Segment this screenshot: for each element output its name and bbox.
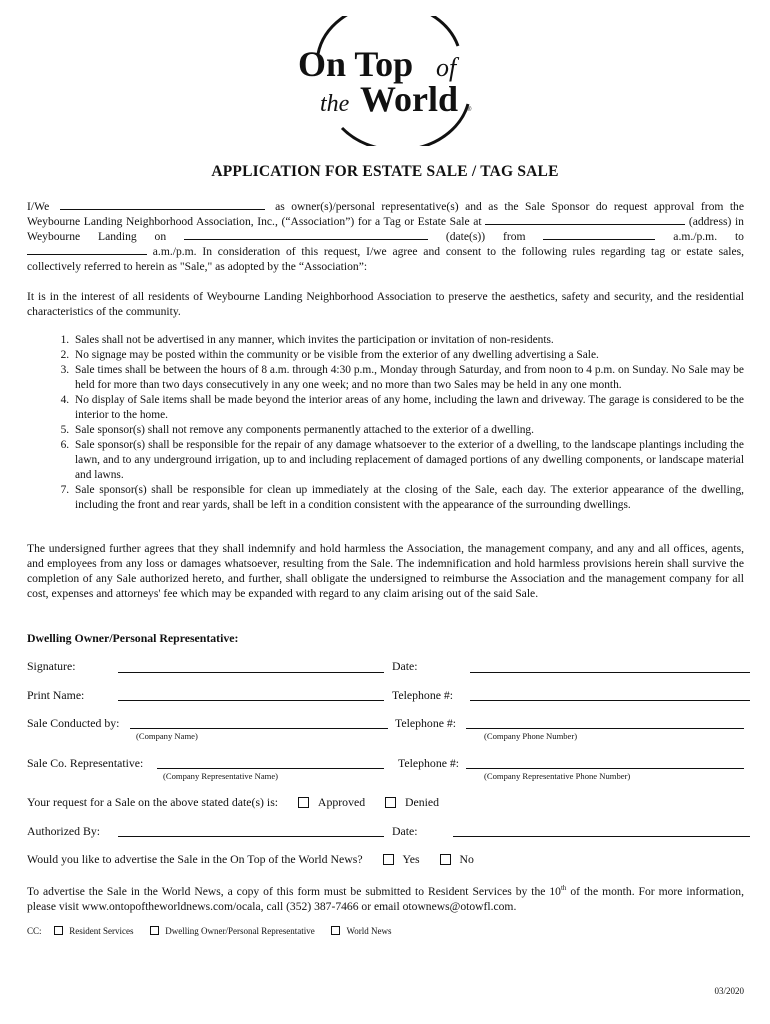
authorized-date-label: Date: xyxy=(392,824,418,838)
otow-logo xyxy=(290,16,490,146)
cc-world-news-checkbox[interactable] xyxy=(331,926,340,935)
rep-telephone-label: Telephone #: xyxy=(398,756,460,770)
sale-rules-list xyxy=(27,333,744,513)
company-name-sublabel: (Company Name) xyxy=(136,731,198,741)
advertise-info-a: To advertise the Sale in the World News, a copy of this form must be submitted to Resident Services by the 10 xyxy=(27,884,561,898)
sale-conducted-label: Sale Conducted by: xyxy=(27,716,120,730)
rule-item: 7. Sale sponsor(s) shall be responsible for clean up immediately at the closing of the Sale, each day. The exterior appearance of the dwelling, including the front and rear yards, shall be left in a condition consistent with the appearance of the surrounding dwellings. xyxy=(72,483,744,513)
intro-text-6: a.m./p.m. In consideration of this request, I/we agree and consent to the following rules regarding tag or estate sales, collectively referred to herein as "Sale," as adopted by the “Association”: xyxy=(27,245,745,273)
start-time-blank[interactable] xyxy=(543,229,655,240)
company-telephone-label: Telephone #: xyxy=(395,716,457,730)
cc-resident-services-checkbox[interactable] xyxy=(54,926,63,935)
end-time-blank[interactable] xyxy=(27,244,147,255)
indemnity-paragraph: The undersigned further agrees that they shall indemnify and hold harmless the Association, the management company, and any and all offices, agents, and employees from any loss or damages whatsoever, resulting from the Sale. The indemnification and hold harmless provisions herein shall survive the completion of any Sale authorized hereto, and further, shall obligate the undersigned to reimburse the Association and the management company for all cost, expenses and attorneys' fee which may be expanded with regard to any claim arising out of the said Sale. xyxy=(27,542,744,600)
logo-line1: On Top xyxy=(298,44,414,84)
intro-text-3: (address) in Weybourne Landing on xyxy=(27,215,744,243)
advertise-no-checkbox[interactable] xyxy=(440,854,451,865)
advertise-no-label: No xyxy=(459,852,474,866)
advertise-row xyxy=(27,852,474,867)
rule-item: 3. Sale times shall be between the hours of 8 a.m. through 4:30 p.m., Monday through Saturday, and from noon to 4 p.m. on Sunday. No Sale may be held for more than two days consecutively in any one week; and no more than two Sales may be held in any one month. xyxy=(72,363,744,393)
rep-phone-sublabel: (Company Representative Phone Number) xyxy=(484,771,631,781)
logo-line2-script: the xyxy=(320,91,350,117)
print-name-label: Print Name: xyxy=(27,688,85,702)
authorized-date-line[interactable] xyxy=(453,836,750,837)
company-name-line[interactable] xyxy=(130,728,388,729)
advertise-info-sup: th xyxy=(560,884,567,892)
sale-rep-label: Sale Co. Representative: xyxy=(27,756,144,770)
intro-paragraph xyxy=(27,199,744,274)
cc-resident-services-label: Resident Services xyxy=(69,926,134,936)
sale-address-blank[interactable] xyxy=(485,214,685,225)
logo-trademark: ® xyxy=(467,107,472,113)
intro-text-2: as owner(s)/personal representative(s) and as the Sale Sponsor do request approval from the Weybourne Landing Neighborhood Association, Inc., (“Association”) for a Tag or Estate Sale at xyxy=(27,200,744,228)
form-revision-date: 03/2020 xyxy=(714,986,744,996)
cc-label: CC: xyxy=(27,926,42,936)
intro-text-5: a.m./p.m. to xyxy=(673,230,744,243)
cc-owner-checkbox[interactable] xyxy=(150,926,159,935)
telephone-label: Telephone #: xyxy=(392,688,454,702)
signature-label: Signature: xyxy=(27,659,76,673)
telephone-line[interactable] xyxy=(470,700,750,701)
rule-item: 5. Sale sponsor(s) shall not remove any components permanently attached to the exterior of a dwelling. xyxy=(72,423,744,438)
form-title: APPLICATION FOR ESTATE SALE / TAG SALE xyxy=(211,163,559,180)
intro-iwe: I/We xyxy=(27,200,50,213)
rule-item: 4. No display of Sale items shall be made beyond the interior areas of any home, including the lawn and driveway. The garage is considered to be the interior to the home. xyxy=(72,393,744,423)
logo-graphic xyxy=(290,16,490,146)
approved-label: Approved xyxy=(317,795,366,809)
authorized-by-label: Authorized By: xyxy=(27,824,101,838)
cc-owner-label: Dwelling Owner/Personal Representative xyxy=(165,926,315,936)
print-name-line[interactable] xyxy=(118,700,384,701)
purpose-paragraph: It is in the interest of all residents of Weybourne Landing Neighborhood Association to preserve the aesthetics, safety and security, and the residential characteristics of the community. xyxy=(27,290,744,318)
rule-item: 1. Sales shall not be advertised in any manner, which invites the participation or invitation of non-residents. xyxy=(72,333,744,348)
rule-item: 2. No signage may be posted within the community or be visible from the exterior of any dwelling advertising a Sale. xyxy=(72,348,744,363)
owner-section-heading: Dwelling Owner/Personal Representative: xyxy=(27,631,239,645)
sale-dates-blank[interactable] xyxy=(184,229,428,240)
rep-name-sublabel: (Company Representative Name) xyxy=(163,771,279,781)
cc-world-news-label: World News xyxy=(346,926,392,936)
approval-question: Your request for a Sale on the above stated date(s) is: xyxy=(27,795,279,809)
company-phone-sublabel: (Company Phone Number) xyxy=(484,731,578,741)
approval-row xyxy=(27,795,439,810)
denied-label: Denied xyxy=(404,795,440,809)
rule-item: 6. Sale sponsor(s) shall be responsible for the repair of any damage whatsoever to the exterior of a dwelling, to the landscape plantings including the lawn, and to any underground irrigation, up to and including replacement of damaged portions of any dwelling components, or landscape material and lawns. xyxy=(72,438,744,483)
cc-row xyxy=(27,926,392,936)
intro-text-4: (date(s)) from xyxy=(445,230,526,243)
advertise-info-b: of the month. For more information, please visit www.ontopoftheworldnews.com/ocala, call (352) 387-7466 or email otownews@otowfl.com. xyxy=(27,884,744,913)
date-label: Date: xyxy=(392,659,418,673)
rep-phone-line[interactable] xyxy=(466,768,744,769)
signature-line[interactable] xyxy=(118,672,384,673)
authorized-by-line[interactable] xyxy=(118,836,384,837)
denied-checkbox[interactable] xyxy=(385,797,396,808)
date-line[interactable] xyxy=(470,672,750,673)
advertise-info xyxy=(27,881,744,914)
rep-name-line[interactable] xyxy=(157,768,384,769)
company-phone-line[interactable] xyxy=(466,728,744,729)
approved-checkbox[interactable] xyxy=(298,797,309,808)
owner-name-blank[interactable] xyxy=(60,199,265,210)
logo-line1-script: of xyxy=(436,53,457,82)
logo-line2: World xyxy=(360,79,459,119)
advertise-yes-label: Yes xyxy=(402,852,420,866)
advertise-question: Would you like to advertise the Sale in the On Top of the World News? xyxy=(27,852,363,866)
advertise-yes-checkbox[interactable] xyxy=(383,854,394,865)
